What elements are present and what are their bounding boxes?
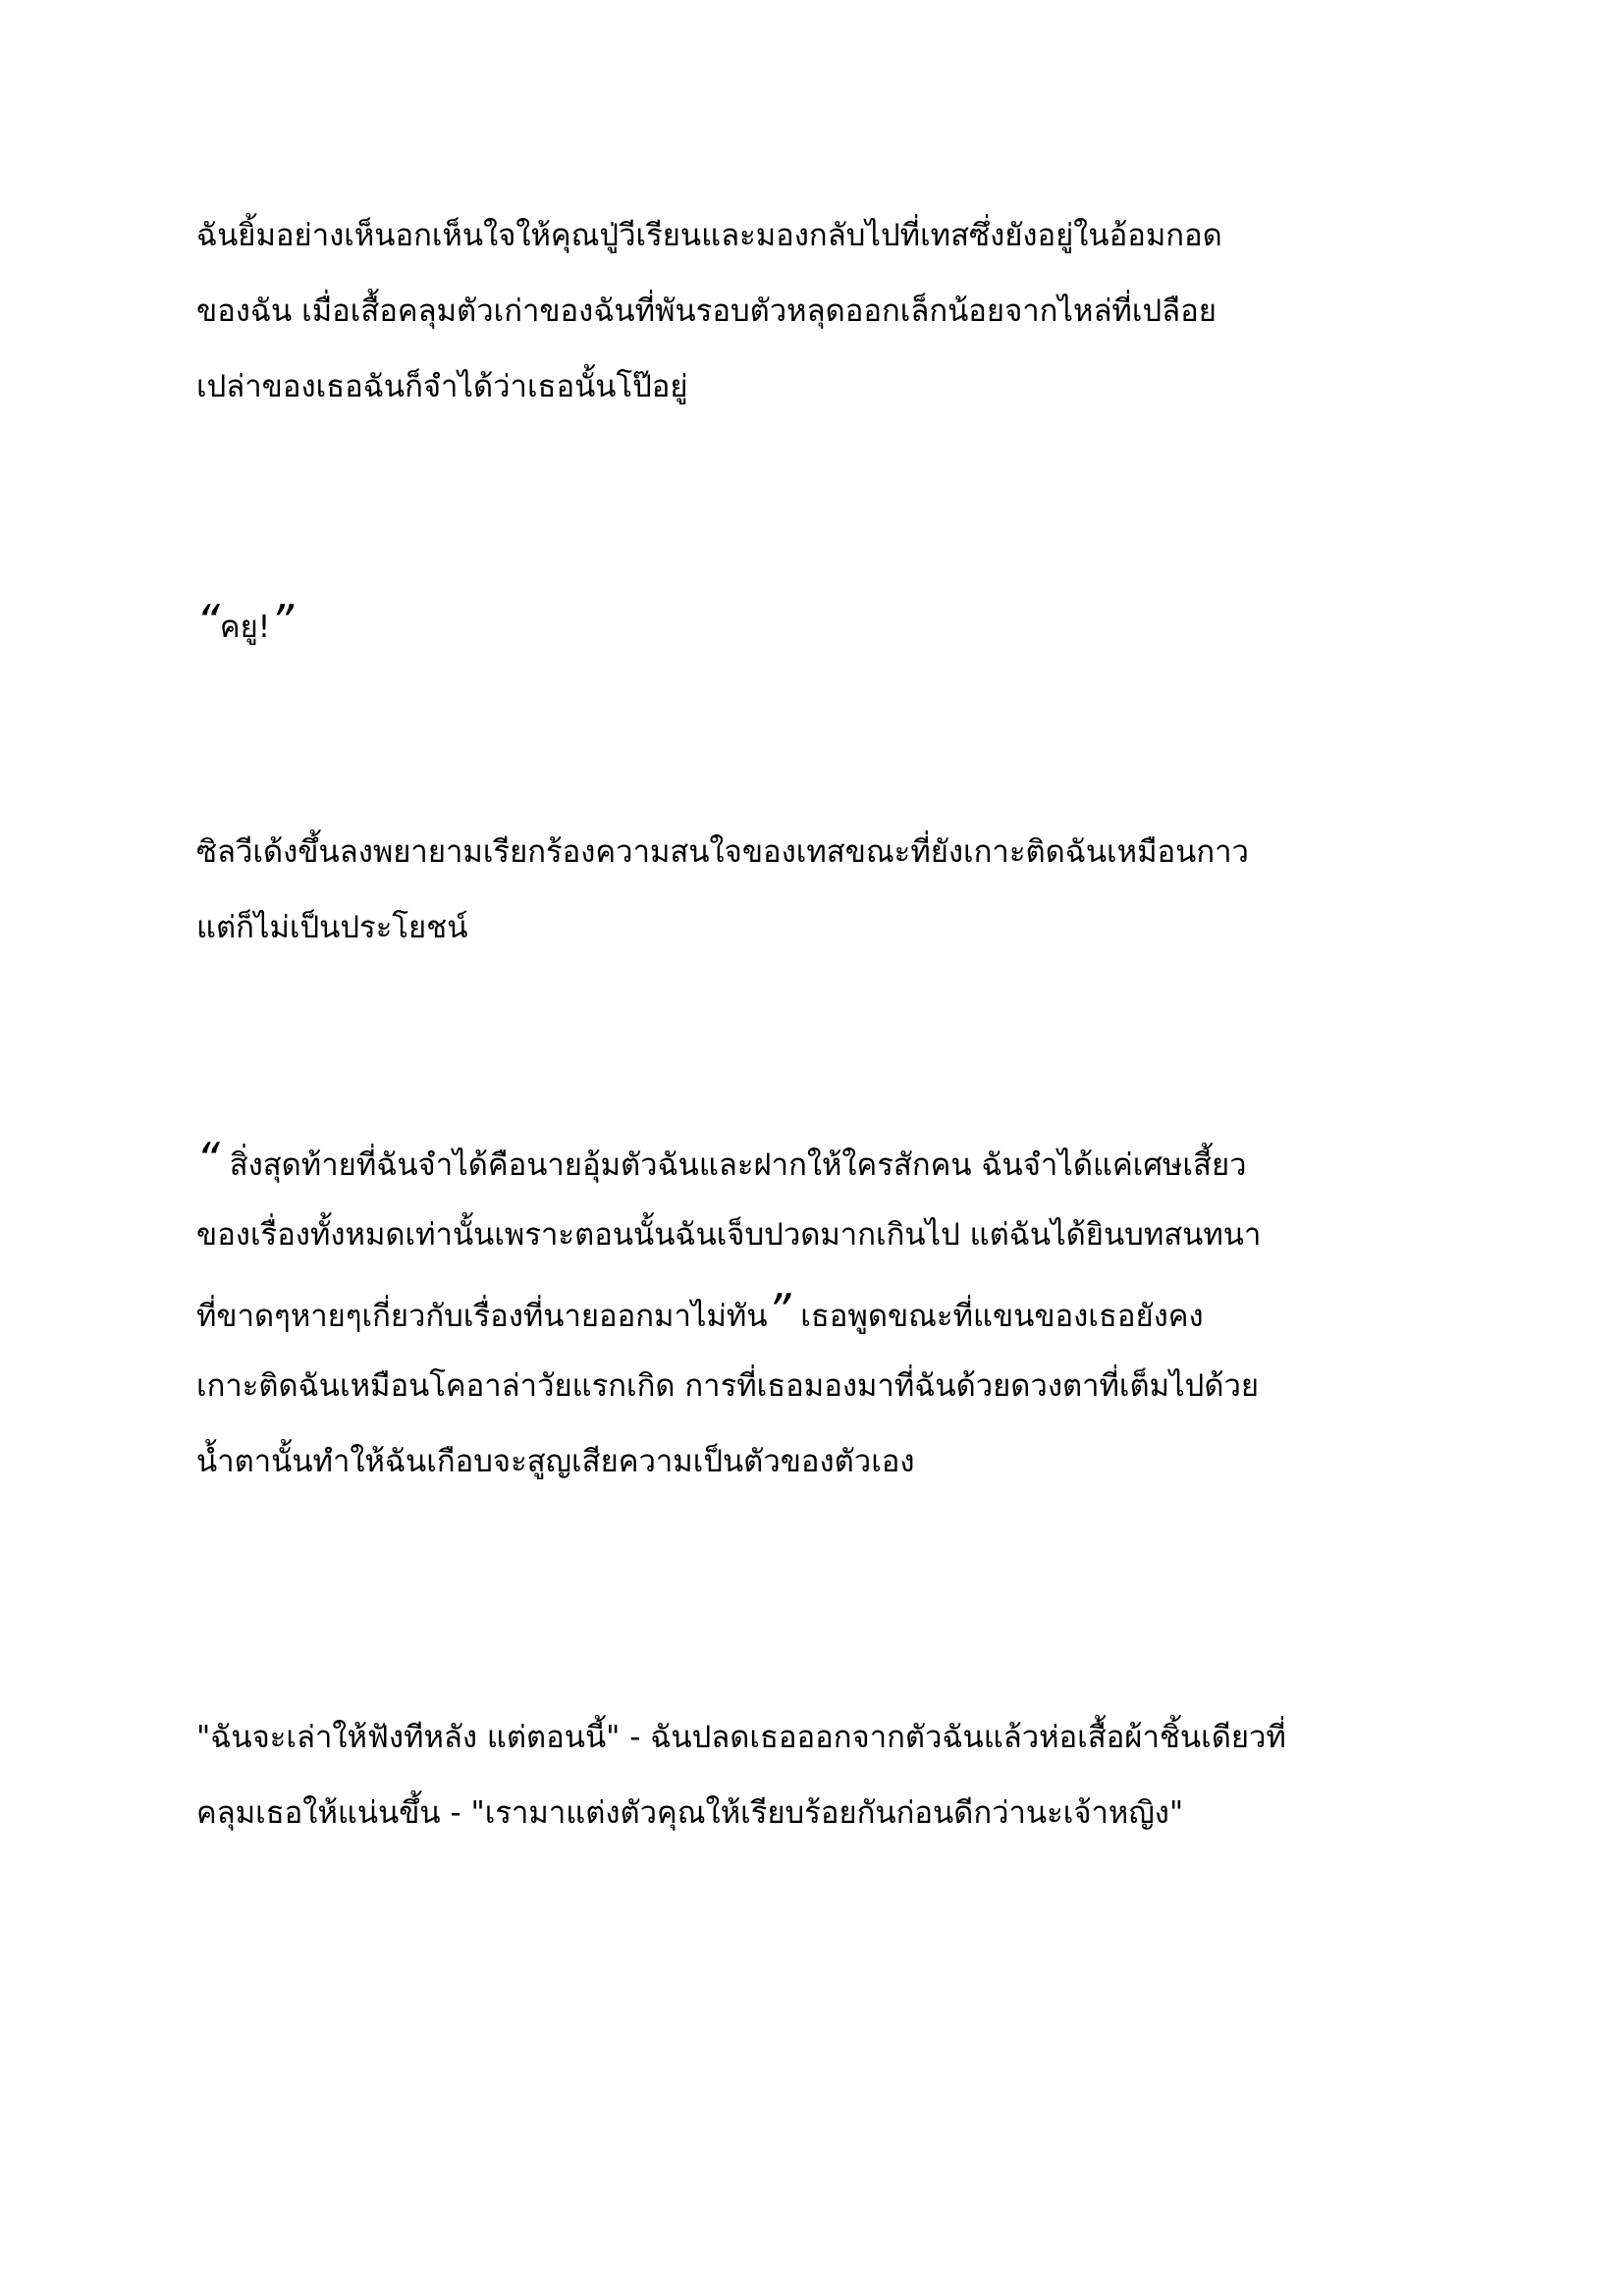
paragraph-line: "ฉันจะเล่าให้ฟังทีหลัง แต่ตอนนี้" - ฉันปลดเธอออกจากตัวฉันแล้วห่อเสื้อผ้าชิ้นเดียวที่ — [196, 1720, 1286, 1755]
paragraph-line: น้ำตานั้นทำให้ฉันเกือบจะสูญเสียความเป็นตัวของตัวเอง — [196, 1444, 915, 1479]
open-quote-mark: “ — [196, 595, 220, 648]
paragraph-line — [196, 1273, 1463, 1349]
paragraph-line: ซิลวีเด้งขึ้นลงพยายามเรียกร้องความสนใจของเทสขณะที่ยังเกาะติดฉันเหมือนกาว — [196, 834, 1249, 870]
close-quote-mark: ” — [270, 595, 295, 648]
paragraph-line: แต่ก็ไม่เป็นประโยชน์ — [196, 910, 468, 945]
paragraph-line: ฉันยิ้มอย่างเห็นอกเห็นใจให้คุณปู่วีเรียนและมองกลับไปที่เทสซึ่งยังอยู่ในอ้อมกอด — [196, 218, 1222, 253]
close-quote-mark: ” — [767, 1284, 791, 1337]
paragraph-line-text: สิ่งสุดท้ายที่ฉันจำได้คือนายอุ้มตัวฉันและฝากให้ใครสักคน ฉันจำได้แค่เศษเสี้ยว — [219, 1148, 1247, 1183]
dialogue-line — [196, 584, 1463, 660]
paragraph-line — [196, 1122, 1463, 1198]
paragraph-3 — [196, 815, 1463, 966]
paragraph-line: เปล่าของเธอฉันก็จำได้ว่าเธอนั้นโป๊อยู่ — [196, 369, 688, 404]
paragraph-line: ของฉัน เมื่อเสื้อคลุมตัวเก่าของฉันที่พันรอบตัวหลุดออกเล็กน้อยจากไหล่ที่เปลือย — [196, 294, 1217, 329]
paragraph-1 — [196, 198, 1463, 425]
paragraph-line-text: เธอพูดขณะที่แขนของเธอยังคง — [790, 1299, 1204, 1334]
paragraph-line: คลุมเธอให้แน่นขึ้น - "เรามาแต่งตัวคุณให้เรียบร้อยกันก่อนดีกว่านะเจ้าหญิง" — [196, 1795, 1184, 1831]
paragraph-line-text: ที่ขาดๆหายๆเกี่ยวกับเรื่องที่นายออกมาไม่ทัน — [196, 1299, 768, 1334]
paragraph-2-dialogue — [196, 584, 1463, 660]
paragraph-5 — [196, 1700, 1463, 1851]
paragraph-line: เกาะติดฉันเหมือนโคอาล่าวัยแรกเกิด การที่เธอมองมาที่ฉันด้วยดวงตาที่เต็มไปด้วย — [196, 1368, 1260, 1404]
paragraph-4 — [196, 1122, 1463, 1500]
paragraph-line: ของเรื่องทั้งหมดเท่านั้นเพราะตอนนั้นฉันเจ็บปวดมากเกินไป แต่ฉันได้ยินบทสนทนา — [196, 1217, 1262, 1253]
dialogue-text: คยู! — [219, 610, 271, 645]
open-quote-mark: “ — [196, 1133, 220, 1186]
